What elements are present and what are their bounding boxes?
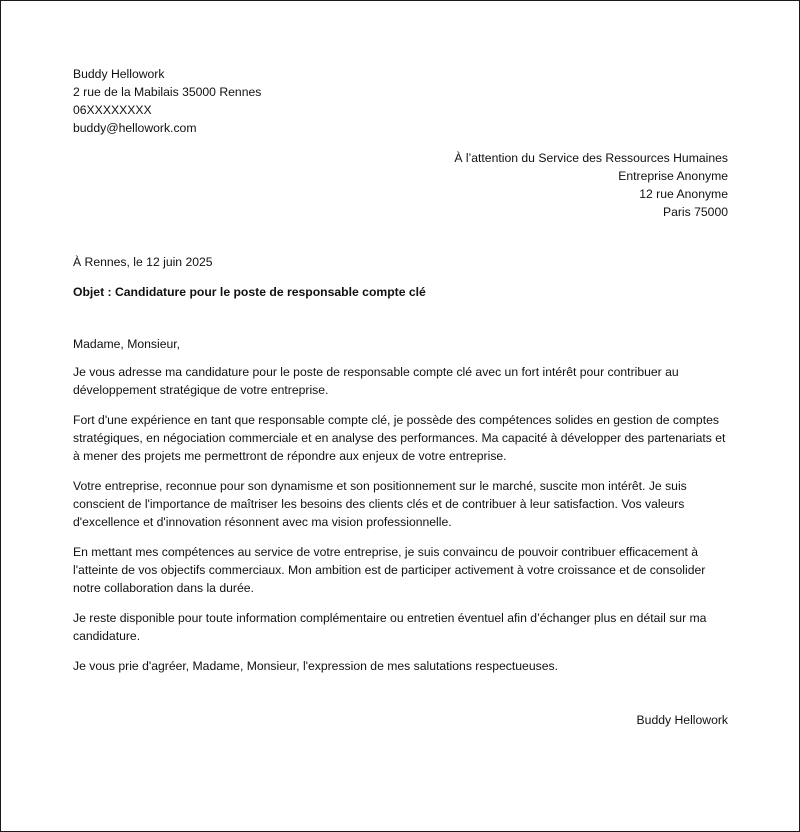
subject-line: Objet : Candidature pour le poste de responsable compte clé: [73, 285, 426, 299]
closing-paragraph: Je vous prie d'agréer, Madame, Monsieur, l'expression de mes salutations respectueuses.: [73, 659, 558, 673]
body-paragraph-3: Votre entreprise, reconnue pour son dynamisme et son positionnement sur le marché, suscite mon intérêt. Je suis conscient de l'importance de maîtriser les besoins des clients clés et de contribuer à leur satisfaction. Vos valeurs d'excellence et d'innovation résonnent avec ma vision professionnelle.: [73, 479, 687, 529]
signature: Buddy Hellowork: [636, 713, 728, 727]
body-paragraph-4: En mettant mes compétences au service de votre entreprise, je suis convaincu de pouvoir contribuer efficacement à l'atteinte de vos objectifs commerciaux. Mon ambition est de participer activement à votre croissance et de consolider notre collaboration dans la durée.: [73, 545, 706, 595]
body-paragraph-2: Fort d'une expérience en tant que responsable compte clé, je possède des compétences solides en gestion de comptes stratégiques, en négociation commerciale et en analyse des performances. Ma capacité à développer des partenariats et à mener des projets me permettront de répondre aux enjeux de votre entreprise.: [73, 413, 726, 463]
body-paragraph-5: Je reste disponible pour toute information complémentaire ou entretien éventuel afin d’échanger plus en détail sur ma candidature.: [73, 611, 707, 643]
sender-name: Buddy Hellowork: [73, 67, 165, 81]
sender-block: [73, 65, 728, 137]
salutation: Madame, Monsieur,: [73, 337, 181, 351]
sender-phone: 06XXXXXXXX: [73, 103, 152, 117]
sender-address: 2 rue de la Mabilais 35000 Rennes: [73, 85, 262, 99]
sender-email: buddy@hellowork.com: [73, 121, 197, 135]
date-line: À Rennes, le 12 juin 2025: [73, 255, 213, 269]
body-paragraph-1: Je vous adresse ma candidature pour le poste de responsable compte clé avec un fort intérêt pour contribuer au développement stratégique de votre entreprise.: [73, 365, 679, 397]
recipient-company: Entreprise Anonyme: [618, 169, 728, 183]
recipient-attention: À l’attention du Service des Ressources Humaines: [454, 151, 728, 165]
recipient-street: 12 rue Anonyme: [639, 187, 728, 201]
letter-body: [73, 363, 728, 675]
recipient-block: [73, 149, 728, 221]
letter-content: [73, 65, 728, 729]
recipient-city: Paris 75000: [662, 205, 728, 219]
